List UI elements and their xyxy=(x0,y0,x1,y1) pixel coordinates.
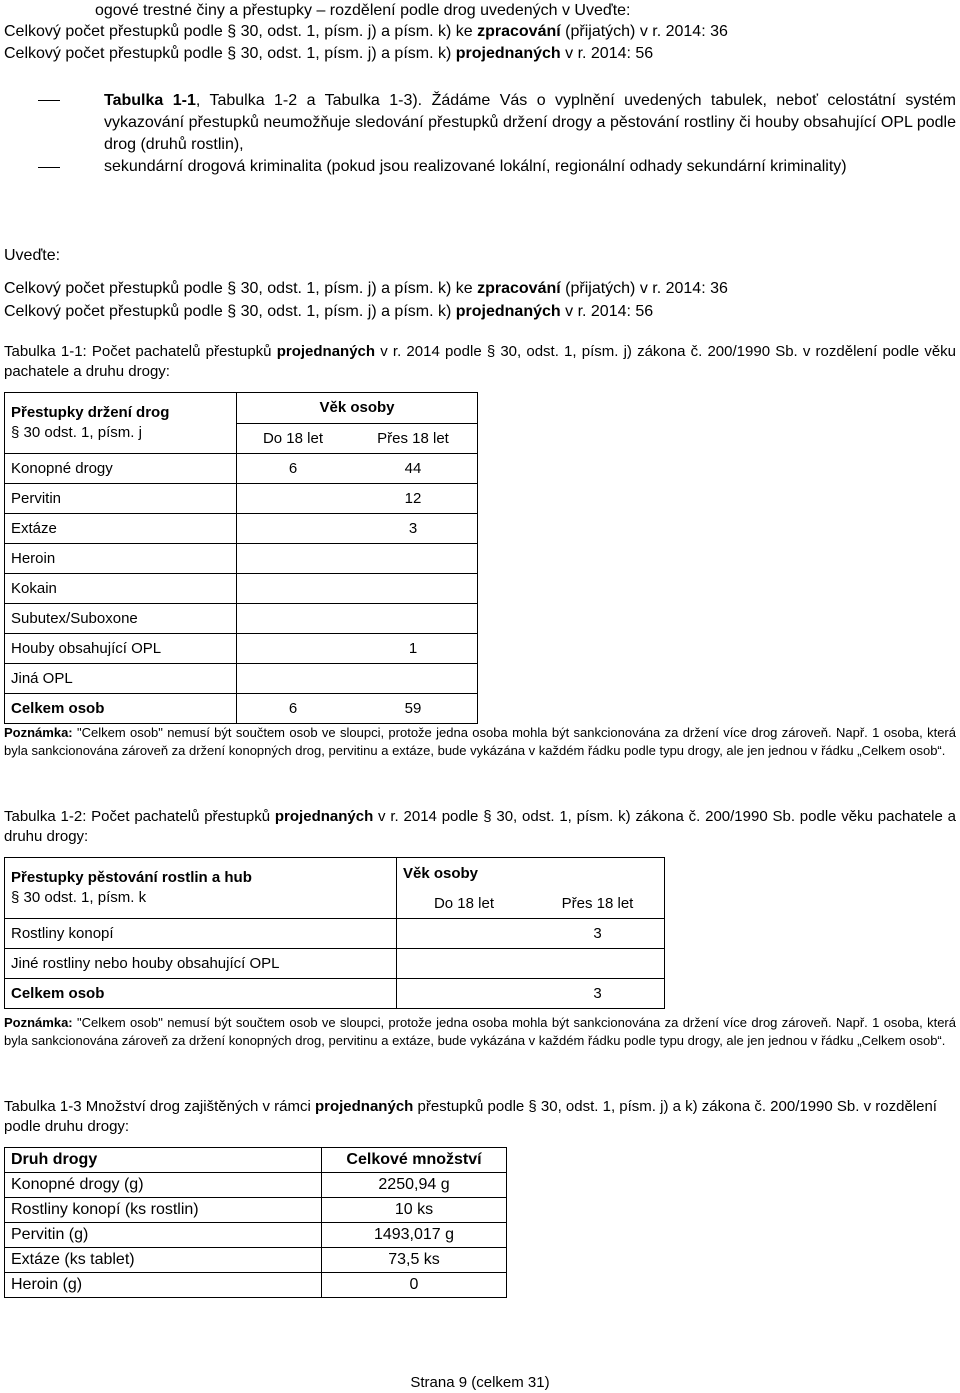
table2-col-under18: Do 18 let xyxy=(397,888,532,919)
table-row: Pervitin 12 xyxy=(5,484,478,514)
list-item-2: sekundární drogová kriminalita (pokud jsou realizované lokální, regionální odhady sekundární kriminality) xyxy=(104,158,847,175)
top-line-3: Celkový počet přestupků podle § 30, odst. 1, písm. j) a písm. k) projednaných v r. 2014: 56 xyxy=(4,45,654,62)
list-item-1: Tabulka 1-1, Tabulka 1-2 a Tabulka 1-3). Žádáme Vás o vyplnění uvedených tabulek, neboť celostátní systém vykazování přestupků neumožňuje sledování přestupků držení drogy a pěstování rostliny či houby obsahující OPL podle drog (druhů rostlin), xyxy=(104,92,957,153)
table-row: Kokain xyxy=(5,574,478,604)
table-row: Extáze 3 xyxy=(5,514,478,544)
dash-bullet xyxy=(38,100,60,101)
mid-line-1: Celkový počet přestupků podle § 30, odst. 1, písm. j) a písm. k) ke zpracování (přijatých) v r. 2014: 36 xyxy=(4,280,728,297)
table-row: Heroin (g) 0 xyxy=(5,1273,507,1298)
table-row: Jiné rostliny nebo houby obsahující OPL xyxy=(5,949,665,979)
mid-line-2: Celkový počet přestupků podle § 30, odst. 1, písm. j) a písm. k) projednaných v r. 2014: 56 xyxy=(4,303,654,320)
table-row: Houby obsahující OPL 1 xyxy=(5,634,478,664)
table-row: Pervitin (g) 1493,017 g xyxy=(5,1223,507,1248)
table1-col-over18: Přes 18 let xyxy=(377,429,449,447)
table1-caption: Tabulka 1-1: Počet pachatelů přestupků projednaných v r. 2014 podle § 30, odst. 1, písm. j) zákona č. 200/1990 Sb. v rozdělení podle věku pachatele a druhu drogy: xyxy=(4,343,956,380)
table2-note: Poznámka: "Celkem osob" nemusí být součtem osob ve sloupci, protože jedna osoba mohla být sankcionována za držení více drog zároveň. Např. 1 osoba, která byla sankcionována zároveň za držení konopných drog, pervitinu a extáze, bude vykázána v každém řádku podle typu drogy, ale jen jednou v řádku „Celkem osob“. xyxy=(4,1015,956,1048)
table2-header-label: Přestupky pěstování rostlin a hub § 30 odst. 1, písm. k xyxy=(11,869,252,906)
top-line-1: ogové trestné činy a přestupky – rozdělení podle drog uvedených v Uveďte: xyxy=(95,2,631,19)
table-row: Subutex/Suboxone xyxy=(5,604,478,634)
table3-col-amount: Celkové množství xyxy=(322,1148,507,1173)
table-row: Konopné drogy 6 44 xyxy=(5,454,478,484)
dash-bullet xyxy=(38,167,60,168)
table-1-1 xyxy=(4,392,478,724)
section-heading: Uveďte: xyxy=(4,247,61,264)
table2-col-over18: Přes 18 let xyxy=(561,894,634,912)
page-number: Strana 9 (celkem 31) xyxy=(410,1374,550,1391)
table-total-row: Celkem osob 3 xyxy=(5,979,665,1009)
table1-header-label: Přestupky držení drog § 30 odst. 1, písm. j xyxy=(11,404,170,441)
table-row: Konopné drogy (g) 2250,94 g xyxy=(5,1173,507,1198)
table1-note: Poznámka: "Celkem osob" nemusí být součtem osob ve sloupci, protože jedna osoba mohla být sankcionována za držení více drog zároveň. Např. 1 osoba, která byla sankcionována zároveň za držení konopných drog, pervitinu a extáze, bude vykázána v každém řádku podle typu drogy, ale jen jednou v řádku „Celkem osob“. xyxy=(4,725,956,758)
table-row: Rostliny konopí 3 xyxy=(5,919,665,949)
table-1-3 xyxy=(4,1147,507,1298)
table1-age-header: Věk osoby xyxy=(237,393,478,424)
table3-col-drug: Druh drogy xyxy=(5,1148,322,1173)
table-row: Jiná OPL xyxy=(5,664,478,694)
table-total-row: Celkem osob 6 59 xyxy=(5,694,478,724)
table2-age-header: Věk osoby xyxy=(397,858,665,889)
table-row: Heroin xyxy=(5,544,478,574)
table1-col-under18: Do 18 let xyxy=(237,423,350,454)
table-row: Rostliny konopí (ks rostlin) 10 ks xyxy=(5,1198,507,1223)
table2-caption: Tabulka 1-2: Počet pachatelů přestupků projednaných v r. 2014 podle § 30, odst. 1, písm. k) zákona č. 200/1990 Sb. podle věku pachatele a druhu drogy: xyxy=(4,808,957,845)
table-row: Extáze (ks tablet) 73,5 ks xyxy=(5,1248,507,1273)
top-line-2: Celkový počet přestupků podle § 30, odst. 1, písm. j) a písm. k) ke zpracování (přijatých) v r. 2014: 36 xyxy=(4,23,728,40)
table-1-2 xyxy=(4,857,665,1009)
table3-caption: Tabulka 1-3 Množství drog zajištěných v rámci projednaných přestupků podle § 30, odst. 1, písm. j) a k) zákona č. 200/1990 Sb. v rozdělení podle druhu drogy: xyxy=(4,1098,937,1135)
